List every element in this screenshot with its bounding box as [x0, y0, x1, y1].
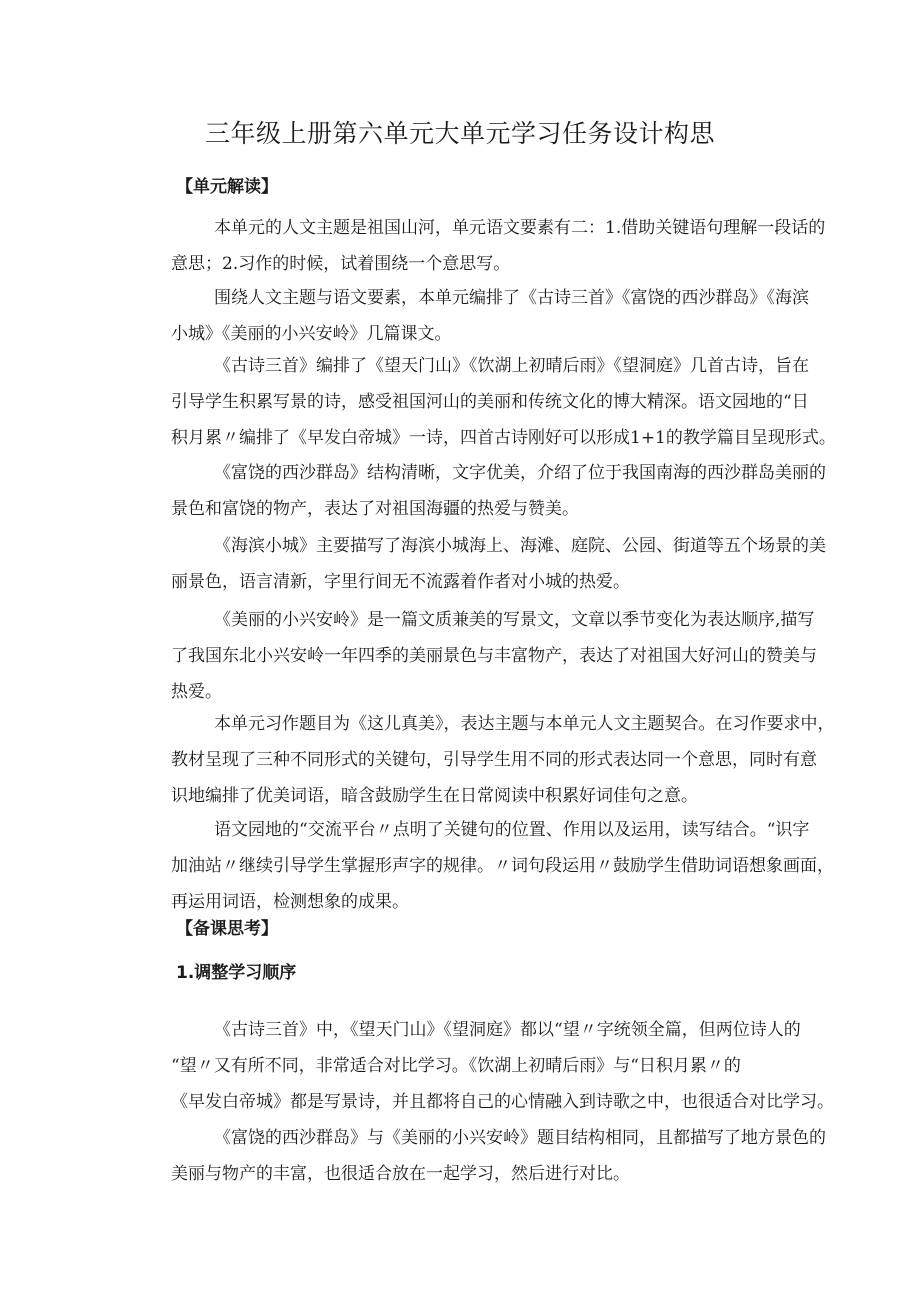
paragraph [128, 706, 835, 814]
paragraph [128, 528, 826, 600]
text-line: 《美丽的小兴安岭》是一篇文质兼美的写景文，文章以季节变化为表达顺序,描写 [214, 610, 815, 630]
section-heading-lesson-prep: 【备课思考】 [176, 919, 278, 939]
text-line: 引导学生积累写景的诗，感受祖国河山的美丽和传统文化的博大精深。语文园地的“日 [171, 392, 809, 412]
text-line: 识地编排了优美词语，暗含鼓励学生在日常阅读中积累好词佳句之意。 [171, 786, 698, 806]
text-line: 《古诗三首》编排了《望天门山》《饮湖上初晴后雨》《望洞庭》几首古诗，旨在 [214, 356, 809, 376]
text-line: 教材呈现了三种不同形式的关键句，引导学生用不同的形式表达同一个意思，同时有意 [171, 750, 817, 770]
text-line: 小城》《美丽的小兴安岭》几篇课文。 [171, 324, 452, 344]
text-line: 意思；2.习作的时候，试着围绕一个意思写。 [171, 254, 511, 274]
section-heading-unit-analysis: 【单元解读】 [176, 177, 278, 197]
text-line: 加油站〃继续引导学生掌握形声字的规律。〃词句段运用〃鼓励学生借助词语想象画面， [171, 856, 834, 876]
paragraph [128, 348, 836, 456]
text-line: 了我国东北小兴安岭一年四季的美丽景色与丰富物产，表达了对祖国大好河山的赞美与 [171, 646, 817, 666]
text-line: 美丽与物产的丰富，也很适合放在一起学习，然后进行对比。 [171, 1164, 630, 1184]
text-line: 围绕人文主题与语文要素，本单元编排了《古诗三首》《富饶的西沙群岛》《海滨 [214, 288, 809, 308]
paragraph [128, 1120, 826, 1192]
paragraph [128, 210, 826, 282]
text-line: “望〃又有所不同，非常适合对比学习。《饮湖上初晴后雨》与“日积月累〃的 [171, 1056, 741, 1076]
text-line: 《早发白帝城》都是写景诗，并且都将自己的心情融入到诗歌之中，也很适合对比学习。 [171, 1092, 834, 1112]
text-line: 《富饶的西沙群岛》结构清晰，文字优美，介绍了位于我国南海的西沙群岛美丽的 [214, 463, 826, 483]
text-line: 本单元习作题目为《这儿真美》，表达主题与本单元人文主题契合。在习作要求中， [214, 714, 835, 734]
text-line: 热爱。 [171, 682, 222, 702]
text-line: 景色和富饶的物产，表达了对祖国海疆的热爱与赞美。 [171, 499, 579, 519]
text-line: 《古诗三首》中，《望天门山》《望洞庭》都以“望〃字统领全篇，但两位诗人的 [214, 1020, 801, 1040]
paragraph [128, 1012, 834, 1120]
text-line: 丽景色，语言清新，字里行间无不流露着作者对小城的热爱。 [171, 572, 630, 592]
text-line: 本单元的人文主题是祖国山河，单元语文要素有二：1.借助关键语句理解一段话的 [214, 218, 826, 238]
text-line: 积月累〃编排了《早发白帝城》一诗，四首古诗刚好可以形成1+1的教学篇目呈现形式。 [171, 428, 836, 448]
text-line: 《富饶的西沙群岛》与《美丽的小兴安岭》题目结构相同，且都描写了地方景色的 [214, 1128, 826, 1148]
subheading-adjust-order: 1.调整学习顺序 [176, 963, 297, 983]
text-line: 语文园地的“交流平台〃点明了关键句的位置、作用以及运用，读写结合。“识字 [214, 820, 810, 840]
paragraph [128, 602, 817, 710]
paragraph [128, 280, 809, 352]
paragraph [128, 455, 826, 527]
document-title: 三年级上册第六单元大单元学习任务设计构思 [204, 119, 715, 148]
text-line: 《海滨小城》主要描写了海滨小城海上、海滩、庭院、公园、街道等五个场景的美 [214, 536, 826, 556]
text-line: 再运用词语，检测想象的成果。 [171, 892, 409, 912]
paragraph [128, 812, 834, 920]
